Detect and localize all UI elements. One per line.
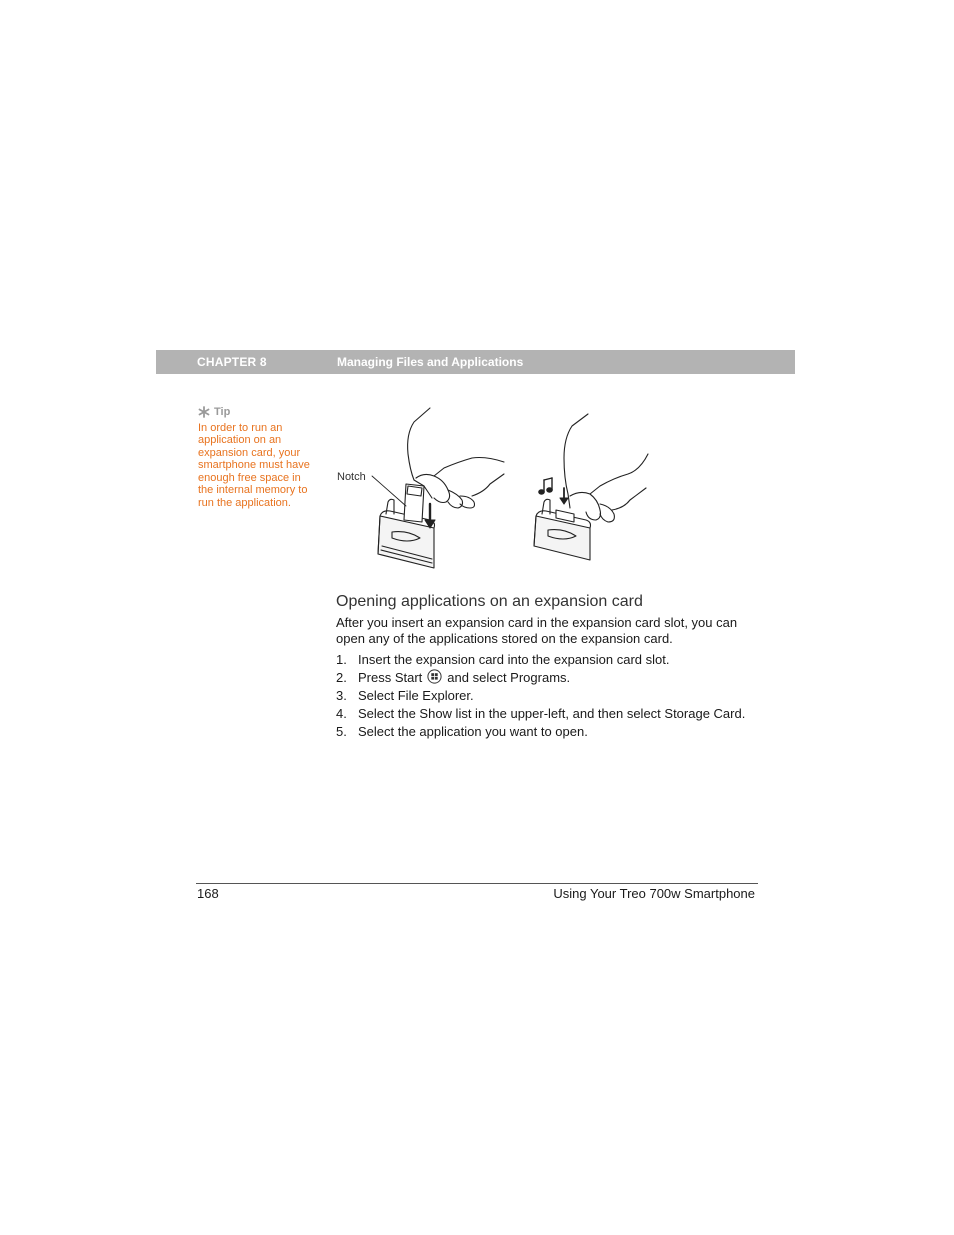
windows-start-icon <box>427 669 442 687</box>
step-number: 3. <box>336 687 347 703</box>
chapter-header-bar <box>156 350 795 374</box>
step-number: 2. <box>336 670 347 686</box>
chapter-title: Managing Files and Applications <box>337 355 524 369</box>
book-title: Using Your Treo 700w Smartphone <box>553 886 755 901</box>
phone-right-illustration <box>534 499 591 560</box>
step-text: Select the application you want to open. <box>358 723 588 739</box>
tip-heading <box>198 406 313 419</box>
tip-heading-label: Tip <box>214 406 231 418</box>
list-item <box>336 687 776 705</box>
footer-divider <box>196 883 758 884</box>
step-text: Select File Explorer. <box>358 687 474 703</box>
list-item <box>336 669 776 687</box>
page-number: 168 <box>197 886 219 901</box>
list-item <box>336 651 776 669</box>
steps-list <box>336 651 776 740</box>
asterisk-icon <box>198 406 210 418</box>
step-number: 4. <box>336 705 347 721</box>
step-text: Select the Show list in the upper-left, and then select Storage Card. <box>358 705 746 721</box>
list-item <box>336 704 776 722</box>
section-intro: After you insert an expansion card in the expansion card slot, you can open any of the applications stored on the expansion card. <box>336 615 738 646</box>
notch-label: Notch <box>337 471 366 483</box>
hand-right-illustration <box>564 414 648 522</box>
section-title: Opening applications on an expansion card <box>336 593 643 610</box>
step-number: 5. <box>336 723 347 739</box>
list-item <box>336 722 776 740</box>
tip-sidebar <box>198 406 313 509</box>
step-text: Insert the expansion card into the expansion card slot. <box>358 652 670 668</box>
chapter-label: CHAPTER 8 <box>197 355 267 369</box>
step-text: Press Start <box>358 670 423 686</box>
step-text: and select Programs. <box>447 670 571 686</box>
card-insertion-illustration <box>334 404 664 574</box>
step-number: 1. <box>336 652 347 668</box>
music-note-icon <box>539 478 552 494</box>
tip-text: In order to run an application on an expansion card, your smartphone must have enough free space in the internal memory to run the application. <box>198 421 310 509</box>
arrow-down-icon <box>425 504 435 528</box>
card-left-illustration <box>404 484 424 522</box>
